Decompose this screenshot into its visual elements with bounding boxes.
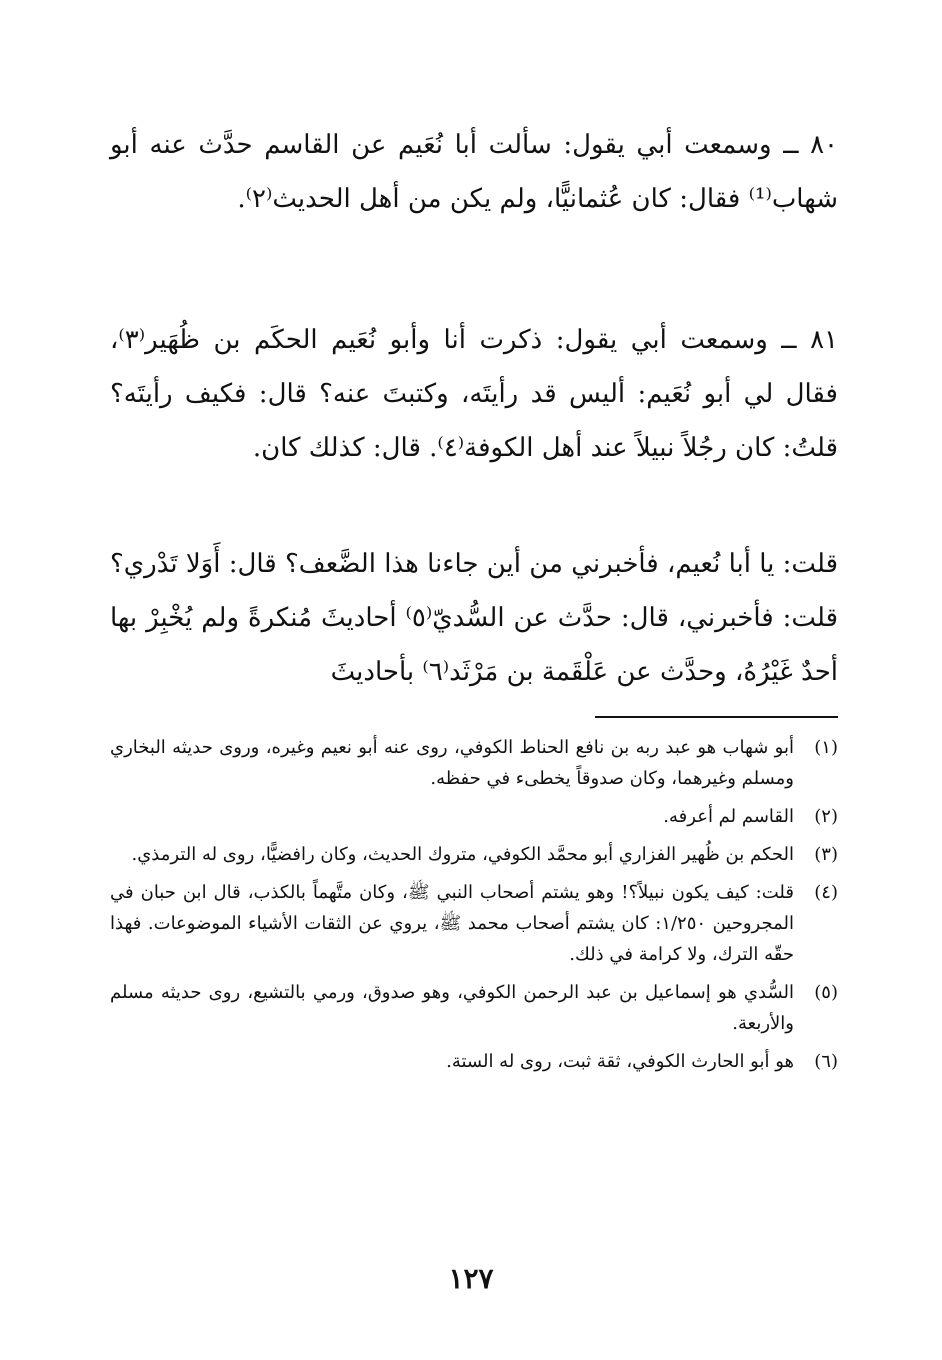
- paragraph-81: ٨١ ــ وسمعت أبي يقول: ذكرت أنا وأبو نُعَيم الحكَم بن ظُهَير⁽٣⁾، فقال لي أبو نُعَيم: أليس قد رأيتَه، وكتبتَ عنه؟ قال: فكيف رأيتَه؟ قلتُ: كان رجُلاً نبيلاً عند أهل الكوفة⁽٤⁾. قال: كذلك كان.: [110, 325, 838, 463]
- footnote-number: (٣): [814, 844, 838, 865]
- footnote-number: (٦): [814, 1051, 838, 1072]
- footnote: [110, 839, 838, 870]
- footnote-text: أبو شهاب هو عبد ربه بن نافع الحناط الكوفي، روى عنه أبو نعيم وغيره، وروى حديثه البخاري ومسلم وغيرهما، وكان صدوقاً يخطىء في حفظه.: [110, 737, 794, 789]
- paragraph-question: قلت: يا أبا نُعيم، فأخبرني من أين جاءنا هذا الضَّعف؟ قال: أَوَلا تَدْري؟ قلت: فأخبرني، قال: حدَّث عن السُّديّ⁽٥⁾ أحاديثَ مُنكرةً ولم يُخْبِرْ بها أحدٌ غَيْرُهُ، وحدَّث عن عَلْقَمة بن مَرْثَد⁽٦⁾ بأحاديثَ: [110, 549, 838, 687]
- footnote-number: (٤): [814, 882, 838, 903]
- footnote-number: (١): [814, 737, 838, 758]
- footnote-text: قلت: كيف يكون نبيلاً؟! وهو يشتم أصحاب النبي ﷺ، وكان متَّهماً بالكذب، قال ابن حبان في المجروحين ١/٢٥٠: كان يشتم أصحاب محمد ﷺ، يروي عن الثقات الأشياء الموضوعات. فهذا حقّه الترك، ولا كرامة في ذلك.: [110, 882, 794, 965]
- footnote: [110, 977, 838, 1039]
- footnote-number: (٥): [814, 982, 838, 1003]
- footnote: [110, 1046, 838, 1077]
- footnote-separator: [595, 716, 838, 718]
- footnote: [110, 877, 838, 970]
- footnotes-section: [110, 732, 838, 1084]
- footnote-text: هو أبو الحارث الكوفي، ثقة ثبت، روى له الستة.: [446, 1051, 794, 1072]
- footnote-text: السُّدي هو إسماعيل بن عبد الرحمن الكوفي، وهو صدوق، ورمي بالتشيع، روى حديثه مسلم والأربعة.: [110, 982, 794, 1034]
- footnote: [110, 801, 838, 832]
- paragraph-80: ٨٠ ــ وسمعت أبي يقول: سألت أبا نُعَيم عن القاسم حدَّث عنه أبو شهاب⁽¹⁾ فقال: كان عُثمانيًّا، ولم يكن من أهل الحديث⁽٢⁾.: [110, 130, 838, 214]
- footnote-number: (٢): [814, 806, 838, 827]
- footnote-text: الحكم بن ظُهير الفزاري أبو محمَّد الكوفي، متروك الحديث، وكان رافضيًّا، روى له الترمذي.: [131, 844, 794, 865]
- page-number: ١٢٧: [448, 1262, 494, 1295]
- footnote: [110, 732, 838, 794]
- footnote-text: القاسم لم أعرفه.: [663, 806, 794, 827]
